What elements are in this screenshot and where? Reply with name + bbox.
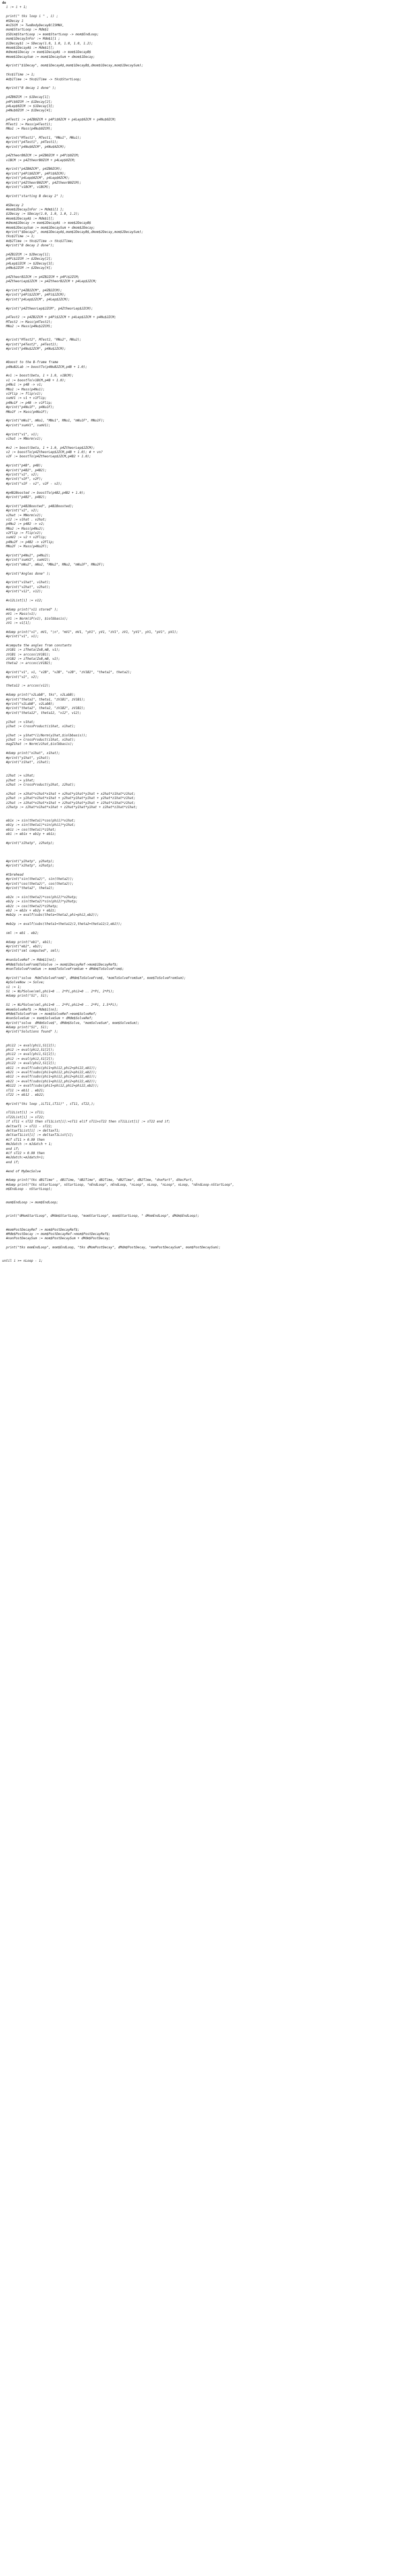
- code-line: y1hat := v1hat;: [2, 720, 35, 724]
- code-line: [2, 918, 409, 922]
- code-line: [2, 302, 409, 306]
- code-line: MNu2 := Mass(p4Nu$2ZCM);: [2, 325, 52, 329]
- code-line: #momSolveRef$ := Mdm$1[nn];: [2, 1007, 58, 1012]
- code-line: #Mdm$ToSolveFrom$ToSolve := mom$1DecayRef->mom$1DecayRef$;: [2, 962, 118, 967]
- code-line: p4Pi$2ZCM := $2Decay[2];: [2, 257, 52, 261]
- code-line: z2hatp := z2hat*x1hat*x1hat + z2hat*y1hat*y1hat + z2hat*z1hat*z1hat;: [2, 805, 138, 809]
- code-line: [2, 1251, 409, 1255]
- code-line: [2, 356, 409, 360]
- code-line: #print("p4ZtheorLep$2ZCM", p4ZtheorLep$2ZCM);: [2, 306, 93, 311]
- code-line: m$EndLoop - nStartLoop);: [2, 1187, 52, 1192]
- code-line: #print("p4Test2", p4Test2);: [2, 342, 58, 347]
- code-line: #print("p4Nu2", p4Nu2);: [2, 554, 51, 558]
- code-line: zV1 := v1[1];: [2, 621, 32, 625]
- code-line: if sT11 < sT22 then sT11List[i]:=sT11 elif sT11>sT22 then sT11List[i] := sT22 end if;: [2, 1120, 171, 1124]
- code-line: [2, 603, 409, 607]
- code-line: p4NuB2Lab := boostTo(p4NuB2ZCM,p4B + 1.0);: [2, 365, 87, 369]
- code-line: MTest1 := Mass(p4Test1);: [2, 122, 52, 126]
- code-line: #print("B decay 2 done");: [2, 244, 55, 248]
- code-line: #print("v2F", v2F);: [2, 477, 43, 481]
- code-line: #print("v2", v2);: [2, 473, 39, 477]
- code-line: x2hat := CrossProduct(y2hat, z2hat);: [2, 782, 76, 787]
- code-line: #print("v2F - v2", v2F - v2);: [2, 481, 62, 486]
- code-line: mV1 := Mass(v1);: [2, 612, 37, 616]
- code-line: mom$1DecayInFor := Mdm$1[1 ;: [2, 37, 60, 41]
- code-line: #print("p4B2", p4B2);: [2, 468, 47, 472]
- code-line: S1 := NLPSolve(sml,phi1=0 .. 2*Pi,phi2=0 .. 2*Pi, 1.5*Pi);: [2, 1003, 118, 1007]
- code-line: eb2 := eb2x + eb2y + eb2z;: [2, 908, 57, 913]
- code-line: $SDim$StartLoop := mom$StartLoop -> mom$EndLoop;: [2, 32, 99, 36]
- code-line: [2, 1165, 409, 1169]
- code-line: [2, 1241, 409, 1246]
- code-line: #print("p4Pi$0ZCM", p4Pi$0ZCM);: [2, 171, 66, 176]
- code-line: #print("p4Test1", p4Test1);: [2, 140, 58, 145]
- code-line: #p4B2Boosted := boostTo(p4B2,p4B2 + 1.0);: [2, 491, 86, 495]
- code-line: #print("tks loop ,iLT11,iT11)" , sT11, sT22,);: [2, 1102, 95, 1106]
- code-line: #tbrehead: [2, 872, 24, 877]
- code-line: p4ZtheorLep$2ZCM := p4ZtheorB2ZCM + p4Lep$2ZCM;: [2, 280, 97, 284]
- code-line: #mom$1DecaySum := mom$1DecaySum + dmom$1Decay;: [2, 55, 95, 59]
- code-line: y1hat := CrossProduct(z1hat, x1hat);: [2, 738, 76, 742]
- code-line: [2, 370, 409, 374]
- code-line: [2, 163, 409, 167]
- code-line: #print("p4Nu1F", p4Nu1F);: [2, 405, 55, 410]
- code-line: MTest2 := Mass(p4Test2);: [2, 320, 52, 324]
- code-line: #print("p4ZB0ZCM", p4ZB0ZCM);: [2, 167, 62, 171]
- code-line: yV1 := Norm(iP(v1), $iolbbasis);: [2, 616, 68, 621]
- code-line: [2, 114, 409, 118]
- code-line: #mom$1DecayA$ := Mdm$1[[;: [2, 46, 55, 50]
- code-line: $2Decay := SDecay(1.0, 1.0, 1.0, 1.2);: [2, 212, 80, 216]
- code-line: [2, 765, 409, 769]
- code-line: [2, 1255, 409, 1259]
- code-line: end if;: [2, 1160, 20, 1164]
- code-line: #print("theta2", theta2, "zV1B2", zV1B2);: [2, 706, 86, 711]
- code-line: until i >= nLoop - 1;: [2, 1259, 43, 1263]
- code-line: p4ZB0ZCM := $1Decay[1];: [2, 95, 51, 100]
- code-line: [2, 680, 409, 684]
- code-line: MNu2F := Mass(p4Nu2F);: [2, 545, 49, 549]
- code-line: #v1 := boost(beta, 1 + 1.0, v1BCM);: [2, 374, 74, 378]
- code-line: theta2 := arccos(zV1B2);: [2, 661, 52, 666]
- code-line: z2hat := z2hat*x1hat*x1hat + z2hat*y1hat*y1hat + z2hat*z1hat*z1hat;: [2, 801, 136, 805]
- code-line: v2F := boostTo(p4ZtheorLep$2ZCM,p4B2 + 1.0);: [2, 455, 92, 459]
- code-line: [2, 270, 409, 275]
- code-line: #mom$2DecayInFor := Mdm$1[1 ];: [2, 207, 64, 212]
- code-line: #pSolveNow := Solve;: [2, 981, 45, 985]
- code-line: #print("v2hat", v2hat);: [2, 585, 51, 589]
- code-line: #mom$2DecaySum := mom$2DecaySum + dmom$2Decay;: [2, 225, 95, 230]
- code-line: x2hat := x2hat*x1hat*x1hat + x2hat*y1hat*y1hat + x2hat*z1hat*z1hat;: [2, 792, 136, 796]
- code-line: $1Decay$1 := SDecay(1.0, 1.0, 1.0, 1.0, 1.2);: [2, 41, 93, 46]
- code-line: #boost to the B-frame frame: [2, 360, 58, 365]
- code-line: #nonSolveSum := mom$SolveSum + dMdm$SolveRef;: [2, 1016, 93, 1021]
- code-line: #v12List[i] := v12;: [2, 598, 43, 602]
- code-line: [2, 441, 409, 446]
- code-line: sT11List[i] := sT11;: [2, 1111, 45, 1115]
- code-line: #print("v2LabB", v2LabB);: [2, 702, 55, 706]
- code-header: do: [2, 1, 6, 5]
- code-line: #print("$Decay2", mom$2DecayA$,mom$2DecayB$,dmom$2Decay,mom$2DecaySum);: [2, 230, 143, 234]
- code-line: #print("sumV2", sumV2);: [2, 558, 51, 562]
- code-line: [2, 1210, 409, 1214]
- code-line: [2, 1223, 409, 1227]
- code-line: p4ZtheorB0ZCM := p4ZB0ZCM + p4Pi$0ZCM;: [2, 154, 80, 158]
- code-line: p4Test1 := p4ZB0ZCM + p4Pi$0ZCM + p4Lep$0ZCM + p4Nu$0ZCM;: [2, 118, 117, 122]
- code-line: [2, 729, 409, 733]
- code-line: [2, 594, 409, 599]
- code-line: print("dMomStartLoop", dMdm$StartLoop, "momStartLoop", mom$StartLoop, " dMomEndLoop", dMdm$EndLoop);: [2, 1214, 200, 1218]
- code-line: magZ1hat := Norm(z1hat,$iolbbasis);: [2, 742, 74, 747]
- code-line: y1hat := y1hat*(1/Norm(y1hat,$iolbbasis));: [2, 733, 87, 737]
- code-line: [2, 999, 409, 1003]
- code-line: v1Flip := flip(v1);: [2, 391, 43, 396]
- code-line: #print("v1", v1, "v2B", "v2B", "v2B", "zV1B2", "theta2", theta2);: [2, 671, 132, 675]
- code-line: deltaxT1List[i] := deltaxT1List[i];: [2, 1133, 74, 1138]
- code-line: #eb2p := evalf(subs(theta1=theta12/2,theta2=theta12/2,eb2));: [2, 922, 122, 927]
- code-line: #dump print("tks dB1Time" , dB1Time, "dB2Time", dB2Time, "dB2Time", dB2Time, "dnxPart", dXecPart,: [2, 1178, 196, 1182]
- code-line: eb12 := evalf(subs(phi1=phi12,phi2=phi22,eb1));: [2, 1075, 97, 1079]
- code-line: i := i + 1;: [2, 5, 27, 10]
- code-line: #print("v12", v12);: [2, 590, 43, 594]
- code-line: #print("z1hat", z1hat);: [2, 760, 51, 765]
- code-line: #print("v2", v2);: [2, 675, 39, 679]
- code-line: deltaxT1List[i] := deltaxT1;: [2, 1129, 60, 1133]
- code-line: S1 := NLPSolve(sml,phi1=0 .. 2*Pi,phi2=0 .. 2*Pi, 2*Pi);: [2, 989, 115, 993]
- code-line: #dmom$2Decay := mom$2DecayA$ -> mom$2DecayB$: [2, 221, 92, 225]
- code-line: #v2 := boost(beta, 1 + 1.0, p4ZtheorLep$2ZCM);: [2, 446, 95, 450]
- code-line: #eb2p := evalf(subs(theta=theta2,phi=phi2,eb2));: [2, 913, 99, 917]
- code-line: [2, 351, 409, 356]
- code-line: #mJdatch := mJdatch + 1;: [2, 1142, 52, 1147]
- code-line: end if;: [2, 1147, 20, 1151]
- code-line: [2, 1196, 409, 1201]
- code-line: [2, 1219, 409, 1223]
- code-line: MNu1 := Mass(p4Nu1);: [2, 387, 45, 391]
- code-line: [2, 1106, 409, 1111]
- code-line: #print("v1", v1);: [2, 432, 39, 436]
- code-line: eb1x := sin(theta1)*cos(phi1)*x1hat;: [2, 819, 76, 823]
- code-line: #print("y2hatp", y2hatp);: [2, 859, 55, 863]
- code-line: [2, 846, 409, 850]
- code-line: #print("solve dMdmSolve$", dMdm$Solve, "momSolveSum", mom$SolveSum);: [2, 1021, 140, 1025]
- code-line: #print("Solutions found" );: [2, 1030, 58, 1034]
- code-line: #print("B decay 1 done" );: [2, 86, 57, 91]
- code-line: y1hat := CrossProduct(z1hat, x1hat);: [2, 724, 76, 728]
- code-line: #print("p4B", p4B);: [2, 464, 43, 468]
- code-line: p4Nu1 := p4B -> v1;: [2, 383, 43, 387]
- code-line: sml := eb1 . eb2;: [2, 931, 39, 935]
- code-line: #print("v1", v1);: [2, 635, 39, 639]
- code-line: sT22List[i] := sT22;: [2, 1115, 45, 1119]
- code-line: [2, 666, 409, 671]
- code-line: v2hat := MNorm(v2);: [2, 513, 43, 517]
- code-line: #print("y1hat", y1hat);: [2, 756, 51, 760]
- code-line: #print("theta1", theta1, "zV1B1", zV1B1);: [2, 697, 86, 702]
- code-line: #Mdm$PostDecay := mom$PostDecayRef->mom$PostDecayRef$;: [2, 1232, 111, 1237]
- code-line: p4Nu$0ZCM := $1Decay[4];: [2, 109, 52, 113]
- code-line: [2, 787, 409, 792]
- code-line: phi12 := eval(phi1,S1[2]);: [2, 1052, 57, 1057]
- code-line: p4ZtheorB2ZCM := p4ZB2ZCM + p4Pi$2ZCM;: [2, 275, 80, 279]
- code-line: [2, 1097, 409, 1102]
- code-line: zV1B1 := arccos(zV1B1);: [2, 652, 51, 657]
- code-line: MNu1 := Mass(p4Nu$0ZCM);: [2, 126, 52, 131]
- code-line: #print("v2", v2);: [2, 509, 39, 513]
- code-line: [2, 936, 409, 940]
- code-line: #print("sml computed", sml);: [2, 949, 60, 953]
- code-line: v12 := v1hat . v2hat;: [2, 517, 47, 522]
- code-line: y2hat := y1hat;: [2, 778, 35, 782]
- code-line: [2, 837, 409, 841]
- code-line: #print("v1hat", v1hat);: [2, 581, 51, 585]
- code-line: #print("starting B decay 2" );: [2, 194, 64, 198]
- code-line: [2, 971, 409, 976]
- code-line: deltaxT1 := sT11 - sT22;: [2, 1124, 52, 1128]
- code-line: #print("sin(theta2)", sin(theta2));: [2, 877, 74, 882]
- code-line: #print("MTest1", MTest1, "MNu1", MNu1);: [2, 135, 82, 140]
- code-line: p4Nu1F := p4B -> v1Flip;: [2, 401, 52, 405]
- code-line: v1BCM := p4ZtheorB0ZCM + p4Lep$0ZCM;: [2, 158, 76, 162]
- code-line: #print("MTest2", MTest2, "MNu2", MNu2);: [2, 338, 82, 342]
- code-line: #print("theta12", theta12, "v12", v12);: [2, 711, 82, 715]
- code-line: #print("p4Pi$2ZCM", p4Pi$2ZCM);: [2, 293, 66, 297]
- code-line: [2, 850, 409, 855]
- code-line: [2, 1206, 409, 1210]
- code-line: v1 := boostTo(v1BCM,p4B + 1.0);: [2, 378, 66, 382]
- code-line: [2, 190, 409, 194]
- code-line: print(" tks loop i " , i) ;: [2, 14, 58, 19]
- code-line: #compute the angles from constants: [2, 643, 72, 647]
- code-line: #dump print("v1", mV1, "\n", "mV1", mV1, "yV1", yV1, "zV1", zV1, "yV1", yV1, "pV1", pV1);: [2, 630, 178, 634]
- code-line: #d$1Time := tks$1Time -> tks$StartLoop;: [2, 77, 82, 81]
- code-line: [2, 815, 409, 819]
- code-line: p4Test2 := p4ZB2ZCM + p4Pi$2ZCM + p4Lep$2ZCM + p4Nu$2ZCM;: [2, 315, 117, 320]
- code-line: [2, 576, 409, 581]
- code-line: theta12 := arccos(v12);: [2, 684, 51, 688]
- code-line: #SDecay 2: [2, 203, 24, 207]
- code-line: [2, 626, 409, 630]
- code-line: #print("p4Nu$2ZCM", p4Nu$2ZCM);: [2, 347, 66, 351]
- code-line: #print("z2hatp", z2hatp);: [2, 841, 55, 846]
- code-line: p4Lep$2ZCM := $2Decay[3];: [2, 261, 55, 266]
- code-line: eb1 := eb1x + eb1y + eb1z;: [2, 832, 57, 837]
- code-line: mom$EndLoop := mom$EndLoop;: [2, 1201, 58, 1205]
- code-line: #Mdm$ToSolveFrom := mom$SolveRef->mom$SolveRef;: [2, 1012, 97, 1016]
- code-line: [2, 199, 409, 203]
- code-line: [2, 1039, 409, 1043]
- code-line: [2, 954, 409, 958]
- code-line: eb1z := cos(theta1)*z1hat;: [2, 827, 57, 832]
- code-line: #b122 := evalf(subs(phi1=phi12,phi2=phi22,eb2));: [2, 1084, 99, 1088]
- code-line: p4ZB2ZCM := $2Decay[1];: [2, 252, 51, 257]
- code-line: s1 := 1;: [2, 985, 22, 989]
- code-line: eb1y := sin(theta1)*sin(phi1)*y1hat;: [2, 823, 76, 827]
- code-line: #dump print("S1", S1);: [2, 994, 49, 998]
- code-line: #momPostDecayRef := mom$PostDecayRef$;: [2, 1227, 80, 1232]
- code-line: [2, 689, 409, 693]
- code-line: #print("sumV1", sumV1);: [2, 423, 51, 427]
- code-line: #dump print("S1", S1);: [2, 1026, 49, 1030]
- code-line: #dump print("tks nStartLoop", nStartLoop, "nEndLoop", nEndLoop, "nLoop", nLoop, "nLoop", nLoop, "nEndLoop-nStartLoop",: [2, 1182, 237, 1187]
- code-line: #print("v1BCM", v1BCM);: [2, 185, 51, 190]
- code-line: #print("theta2", theta2);: [2, 886, 55, 890]
- code-line: sumV2 := v2 + v2Flip;: [2, 536, 47, 540]
- code-line: phi12 := eval(phi1,S1[2]);: [2, 1043, 57, 1048]
- code-line: eb2z := cos(theta2)*z2hatp;: [2, 904, 58, 908]
- code-line: #dump print("x1hat", x1hat);: [2, 751, 60, 756]
- code-line: [2, 855, 409, 859]
- code-line: [2, 149, 409, 154]
- code-line: [2, 715, 409, 720]
- code-line: [2, 567, 409, 571]
- code-line: #mom$2DecayA$ := Mdm$1[[;: [2, 216, 55, 221]
- code-line: phi2 := eval(phi2,S1[2]);: [2, 1048, 55, 1052]
- code-line: [2, 131, 409, 135]
- code-line: #SDecay 1: [2, 19, 24, 23]
- code-line: [2, 69, 409, 73]
- code-line: #dump print("v2LabB", tks", v2LabB);: [2, 693, 76, 697]
- code-line: #print("cos(theta2)", cos(theta2));: [2, 882, 74, 886]
- code-line: [2, 329, 409, 334]
- code-line: #print("x2hatp", x2hatp);: [2, 864, 55, 868]
- code-line: print("tks momEndLoop", mom$EndLoop, "tks dMomPostDecay", dMdm$PostDecay, "momPostDecaySum", mom$PostDecaySum);: [2, 1246, 221, 1250]
- code-line: v1hat := MNorm(v1);: [2, 436, 43, 441]
- code-line: phi2 := eval(phi2,S1[2]);: [2, 1057, 55, 1061]
- code-line: #nISCM := TwoBodyDecayB(ISMNX,: [2, 23, 66, 27]
- code-line: sT11 := eb11 . eb21;: [2, 1088, 45, 1093]
- code-line: p4Nu2F := p4B2 -> v2Flip;: [2, 540, 55, 544]
- code-line: #nonToSolveFromSum := mom$ToSolveFromSum + dMdm$ToSolveFrom$;: [2, 967, 124, 971]
- code-line: [2, 549, 409, 554]
- code-line: [2, 747, 409, 751]
- code-line: zV1B1 := zTheta(ZxB,mB, v1);: [2, 648, 60, 652]
- code-line: MNu2 := Mass(p4Nu2);: [2, 526, 45, 531]
- code-line: p4Pi$0ZCM := $1Decay[2];: [2, 100, 52, 104]
- code-line: [2, 334, 409, 338]
- code-line: #mJdatch:=mJdatch+1;: [2, 1156, 45, 1160]
- code-line: v2 := boostTo(p4ZtheorLep$2ZCM,p4B + 1.0); # + vn?: [2, 450, 103, 455]
- code-line: #print("mNu1", mNu1, "MNu1", MNu1, "mNu1F", MNu1F);: [2, 419, 105, 423]
- code-line: mom$StartLoop := Mdm$1: [2, 28, 51, 32]
- code-line: #dmom$1Decay := mom$1DecayA$ -> mom$1DecayB$: [2, 50, 92, 55]
- code-line: #print("p4Lep$0ZCM", p4Lep$0ZCM);: [2, 176, 70, 180]
- code-line: #print("p4Lep$2ZCM", p4Lep$2ZCM);: [2, 297, 70, 302]
- code-line: eb2x := sin(theta2)*cos(phi2)*x2hatp;: [2, 895, 78, 899]
- code-line: #dump print("eb1", eb1);: [2, 940, 52, 944]
- code-line: [2, 248, 409, 252]
- code-line: v2Flip := flip(v2);: [2, 531, 43, 536]
- code-line: tks$1Time := 1;: [2, 73, 35, 77]
- code-line: eb21 := evalf(subs(phi1=phi12,phi2=phi22,eb2));: [2, 1070, 97, 1074]
- code-line: #print("$1Decay", mom$1DecayA$,mom$1DecayB$,dmom$1Decay,mom$1DecaySum);: [2, 64, 143, 68]
- code-line: eb22 := evalf(subs(phi1=phi12,phi2=phi22,eb2));: [2, 1079, 97, 1083]
- code-line: #nonPostDecaySum := mom$PostDecaySum + dMdm$PostDecay;: [2, 1237, 111, 1241]
- code-line: p4Nu2 := p4B2 -> v2;: [2, 522, 45, 526]
- code-line: p4Lep$0ZCM := $1Decay[3];: [2, 104, 55, 108]
- code-line: #nonSolveRef := Mdm$1[nn];: [2, 958, 57, 962]
- code-line: [2, 639, 409, 643]
- code-line: #print("p4B2", p4B2);: [2, 495, 47, 499]
- code-line: #end of MyDecSolve: [2, 1169, 41, 1173]
- code-line: [2, 927, 409, 931]
- code-line: #if sT11 > 0.99 then: [2, 1138, 45, 1142]
- code-line: #print("p4ZB2ZCM", p4ZB2ZCM);: [2, 289, 62, 292]
- code-line: [2, 428, 409, 432]
- code-line: eb11 := evalf(subs(phi1=phi12,phi2=phi22,eb1));: [2, 1066, 97, 1070]
- code-line: #print("p4B2Boosted", p4B2Boosted);: [2, 504, 74, 508]
- code-line: y2hat := y2hat*x1hat*x1hat + y2hat*y1hat*y1hat + y2hat*z1hat*z1hat;: [2, 796, 136, 801]
- code-line: [2, 91, 409, 95]
- code-line: [2, 770, 409, 774]
- code-line: #print("Angles done" );: [2, 571, 51, 576]
- code-line: #print("eb2", eb2);: [2, 945, 43, 949]
- code-line: #d$2Time := tks$2Time -> tks$1Time;: [2, 239, 74, 243]
- code-line: [2, 1192, 409, 1196]
- code-line: [2, 891, 409, 895]
- code-line: [2, 1174, 409, 1178]
- code-line: tks$2Time := 1;: [2, 235, 35, 239]
- code-line: eb2y := sin(theta2)*sin(phi2)*y2hatp;: [2, 900, 78, 904]
- code-line: z2hat := v2hat;: [2, 774, 35, 778]
- code-line: MNu1F := Mass(p4Nu1F);: [2, 410, 49, 414]
- code-line: #print("p4Nu$0ZCM", p4Nu$0ZCM);: [2, 145, 66, 149]
- code-line: zV1B2 := zTheta(ZxB,mB, v2);: [2, 657, 60, 661]
- code-line: #dump print("v11 stored" );: [2, 607, 58, 612]
- code-line: phi22 := eval(phi2,S1[2]);: [2, 1061, 57, 1066]
- code-line: [2, 868, 409, 872]
- code-line: [2, 460, 409, 464]
- code-line: [2, 415, 409, 419]
- code-line: #print("p4ZtheorB0ZCM", p4ZtheorB0ZCM);: [2, 180, 82, 185]
- code-line: p4Nu$2ZCM := $2Decay[4];: [2, 266, 52, 270]
- code-line: [2, 284, 409, 289]
- code-line: [2, 59, 409, 64]
- code-line: [2, 82, 409, 86]
- code-line: [2, 1035, 409, 1039]
- code-line: #if sT22 > 0.99 then: [2, 1151, 45, 1155]
- code-line: #print("solve MdmToSolveFrom$", dMdm$ToSolveFrom$, "momToSolveFromSum", mom$ToSolveFromSum);: [2, 976, 186, 980]
- code-line: sumV1 := v1 + v1Flip;: [2, 396, 47, 401]
- code-line: sT22 := eb12 . eb22;: [2, 1093, 45, 1097]
- code-line: [2, 486, 409, 491]
- code-line: [2, 311, 409, 315]
- code-line: #print("mNu2", mNu2, "MNu2", MNu2, "mNu2F", MNu2F);: [2, 562, 105, 567]
- code-line: [2, 10, 409, 14]
- code-line: [2, 500, 409, 504]
- code-line: [2, 810, 409, 814]
